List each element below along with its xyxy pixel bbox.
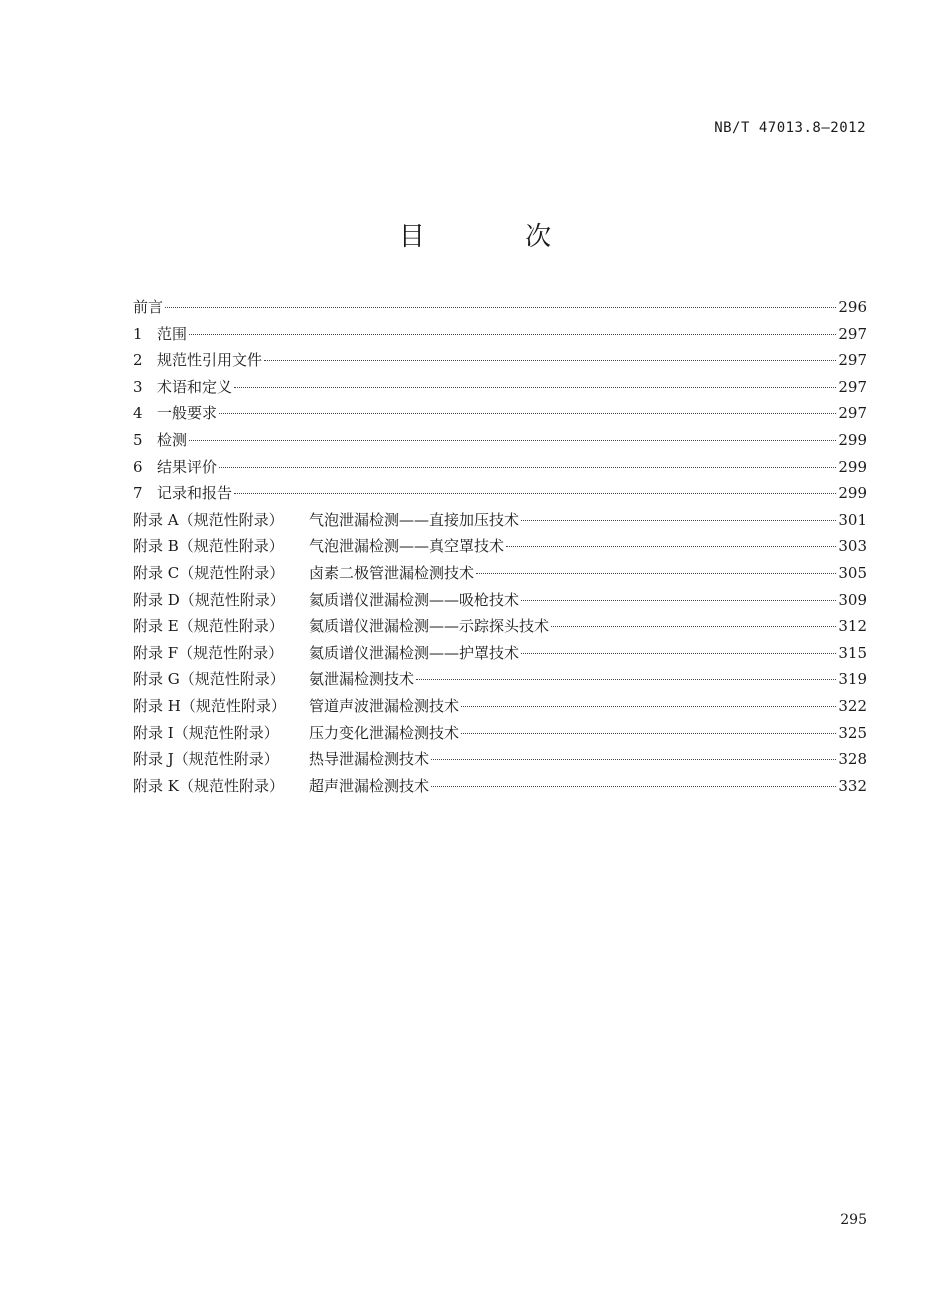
toc-entry-page: 328 [838,750,867,769]
toc-entry-title: 氨泄漏检测技术 [309,670,415,689]
toc-entry-appendix-label: 附录 E（规范性附录） [133,617,284,636]
dot-leader [165,307,836,308]
toc-entry[interactable] [133,429,867,456]
toc-entry-page: 325 [838,723,867,742]
toc-entry-title: 管道声波泄漏检测技术 [309,696,460,715]
page-number: 295 [840,1212,867,1228]
toc-entry-number: 2 [133,351,143,370]
toc-entry[interactable] [133,642,867,669]
toc-entry[interactable] [133,482,867,509]
toc-entry-page: 303 [838,537,867,556]
toc-entry-title: 卤素二极管泄漏检测技术 [309,563,475,582]
dot-leader [189,334,836,335]
toc-entry-page: 299 [838,457,867,476]
toc-entry-appendix-label: 附录 D（规范性附录） [133,590,285,609]
toc-entry[interactable] [133,695,867,722]
toc-entry-title: 压力变化泄漏检测技术 [309,723,460,742]
toc-entry-title: 术语和定义 [157,377,233,396]
dot-leader [506,546,836,547]
toc-entry-title: 结果评价 [157,457,218,476]
toc-entry-page: 319 [838,670,867,689]
dot-leader [521,600,836,601]
toc-entry[interactable] [133,589,867,616]
toc-entry-appendix-label: 附录 H（规范性附录） [133,696,286,715]
toc-entry-page: 299 [838,430,867,449]
toc-entry-number: 7 [133,484,143,503]
toc-entry-title: 一般要求 [157,404,218,423]
toc-entry-page: 297 [838,351,867,370]
toc-entry-page: 301 [838,510,867,529]
toc-entry-number: 4 [133,404,143,423]
toc-entry-page: 299 [838,484,867,503]
toc-entry-title: 氦质谱仪泄漏检测——护罩技术 [309,643,520,662]
toc-entry-page: 312 [838,617,867,636]
toc-entry-appendix-label: 附录 J（规范性附录） [133,750,279,769]
toc-entry-appendix-label: 附录 A（规范性附录） [133,510,284,529]
toc-entry[interactable] [133,535,867,562]
dot-leader [234,493,836,494]
dot-leader [431,759,836,760]
toc-entry-page: 297 [838,404,867,423]
table-of-contents [133,296,867,801]
toc-entry[interactable] [133,668,867,695]
toc-entry[interactable] [133,456,867,483]
dot-leader [189,440,836,441]
toc-entry[interactable] [133,748,867,775]
dot-leader [431,786,836,787]
toc-entry[interactable] [133,775,867,802]
toc-entry-appendix-label: 附录 B（规范性附录） [133,537,284,556]
toc-entry[interactable] [133,349,867,376]
toc-entry-title: 气泡泄漏检测——直接加压技术 [309,510,520,529]
toc-entry-title: 范围 [157,324,188,343]
toc-entry-title: 热导泄漏检测技术 [309,750,430,769]
dot-leader [219,467,836,468]
toc-entry-number: 1 [133,324,143,343]
toc-entry-page: 305 [838,563,867,582]
toc-entry-title: 前言 [133,298,164,316]
toc-entry[interactable] [133,296,867,323]
toc-entry-page: 297 [838,324,867,343]
dot-leader [521,653,836,654]
toc-entry-number: 5 [133,430,143,449]
toc-entry-title: 记录和报告 [157,484,233,503]
toc-entry[interactable] [133,722,867,749]
toc-entry[interactable] [133,402,867,429]
dot-leader [476,573,836,574]
standard-number: NB/T 47013.8—2012 [714,120,866,136]
toc-entry-page: 297 [838,377,867,396]
toc-entry[interactable] [133,562,867,589]
toc-entry-appendix-label: 附录 K（规范性附录） [133,776,284,795]
dot-leader [234,387,836,388]
dot-leader [461,733,836,734]
toc-entry-page: 322 [838,696,867,715]
toc-entry[interactable] [133,615,867,642]
dot-leader [264,360,836,361]
dot-leader [219,413,836,414]
toc-entry-title: 气泡泄漏检测——真空罩技术 [309,537,505,556]
dot-leader [521,520,836,521]
toc-entry-number: 6 [133,457,143,476]
toc-entry-appendix-label: 附录 F（规范性附录） [133,643,284,662]
toc-entry-page: 309 [838,590,867,609]
toc-entry[interactable] [133,376,867,403]
toc-entry-title: 超声泄漏检测技术 [309,776,430,795]
toc-entry-appendix-label: 附录 C（规范性附录） [133,563,285,582]
dot-leader [551,626,836,627]
toc-entry-number: 3 [133,377,143,396]
toc-entry-title: 氦质谱仪泄漏检测——吸枪技术 [309,590,520,609]
dot-leader [416,679,836,680]
toc-entry[interactable] [133,509,867,536]
toc-entry-title: 检测 [157,430,188,449]
toc-entry-title: 规范性引用文件 [157,351,263,370]
dot-leader [461,706,836,707]
toc-entry-appendix-label: 附录 G（规范性附录） [133,670,285,689]
toc-entry[interactable] [133,323,867,350]
toc-entry-page: 296 [838,298,867,316]
toc-entry-page: 332 [838,776,867,795]
toc-entry-appendix-label: 附录 I（规范性附录） [133,723,279,742]
toc-entry-title: 氦质谱仪泄漏检测——示踪探头技术 [309,617,550,636]
page-title: 目 次 [398,222,598,252]
toc-entry-page: 315 [838,643,867,662]
